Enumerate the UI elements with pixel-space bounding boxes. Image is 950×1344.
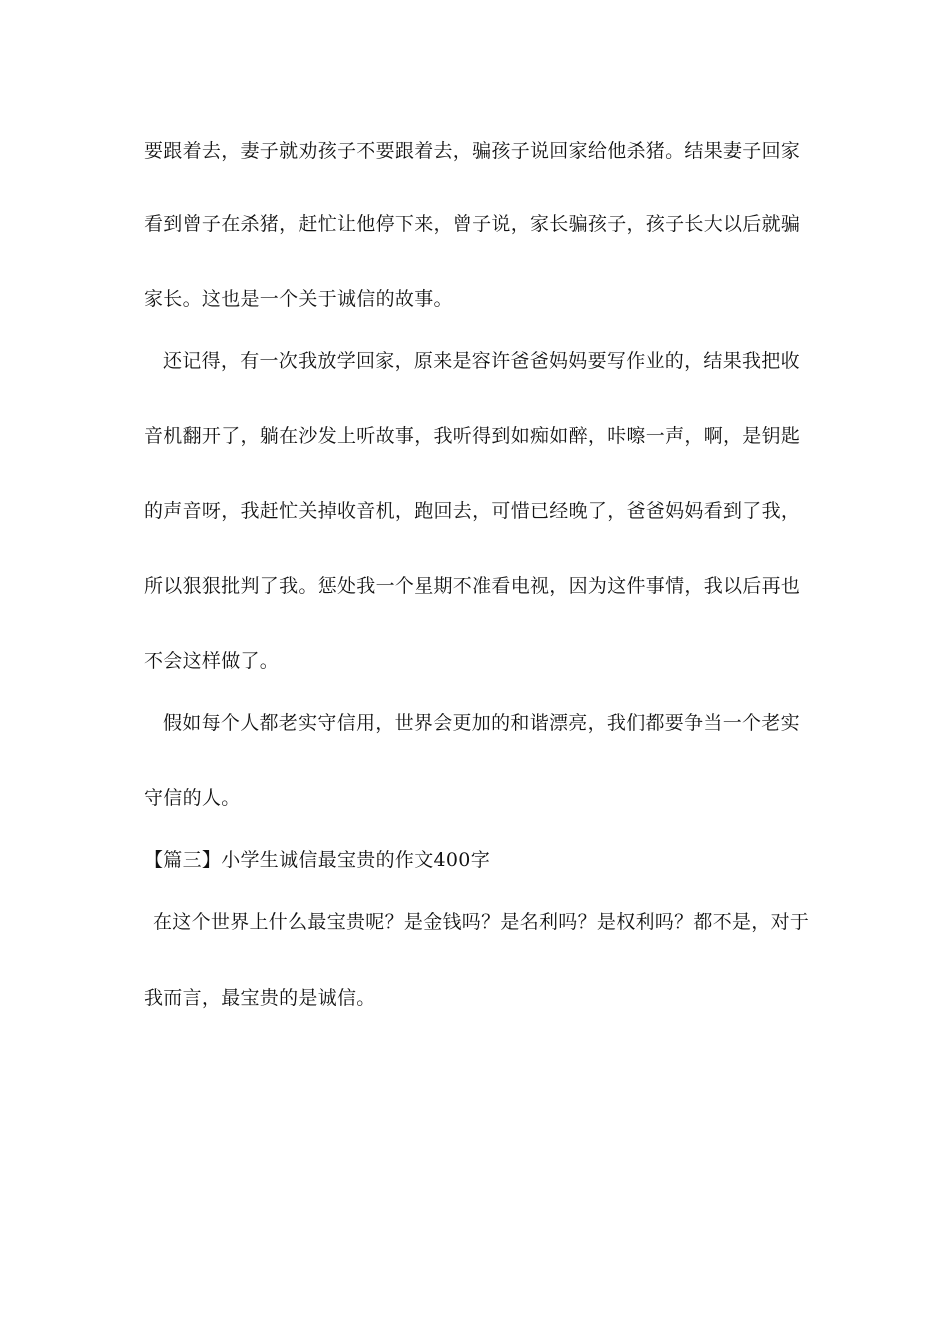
paragraph-line: 假如每个人都老实守信用，世界会更加的和谐漂亮，我们都要争当一个老实 xyxy=(163,712,800,734)
paragraph-line: 要跟着去，妻子就劝孩子不要跟着去，骗孩子说回家给他杀猪。结果妻子回家 xyxy=(144,140,801,162)
paragraph-line: 还记得，有一次我放学回家，原来是容许爸爸妈妈要写作业的，结果我把收 xyxy=(163,350,800,372)
heading-number: 400 xyxy=(433,849,471,871)
paragraph-line: 所以狠狠批判了我。惩处我一个星期不准看电视，因为这件事情，我以后再也 xyxy=(144,575,801,597)
paragraph-line: 看到曾子在杀猪，赶忙让他停下来，曾子说，家长骗孩子，孩子长大以后就骗 xyxy=(144,213,801,235)
paragraph-line: 的声音呀，我赶忙关掉收音机，跑回去，可惜已经晚了，爸爸妈妈看到了我， xyxy=(144,500,801,522)
paragraph-line: 我而言，最宝贵的是诚信。 xyxy=(144,987,376,1009)
paragraph-line: 守信的人。 xyxy=(144,787,241,809)
heading-suffix: 字 xyxy=(470,849,490,871)
paragraph-line: 不会这样做了。 xyxy=(144,650,280,672)
paragraph-line: 家长。这也是一个关于诚信的故事。 xyxy=(144,288,453,310)
section-heading xyxy=(144,848,490,872)
paragraph-line: 在这个世界上什么最宝贵呢？是金钱吗？是名利吗？是权利吗？都不是，对于 xyxy=(153,911,810,933)
paragraph-line: 音机翻开了，躺在沙发上听故事，我听得到如痴如醉，咔嚓一声，啊，是钥匙 xyxy=(144,425,801,447)
heading-text: 【篇三】小学生诚信最宝贵的作文 xyxy=(144,849,434,871)
